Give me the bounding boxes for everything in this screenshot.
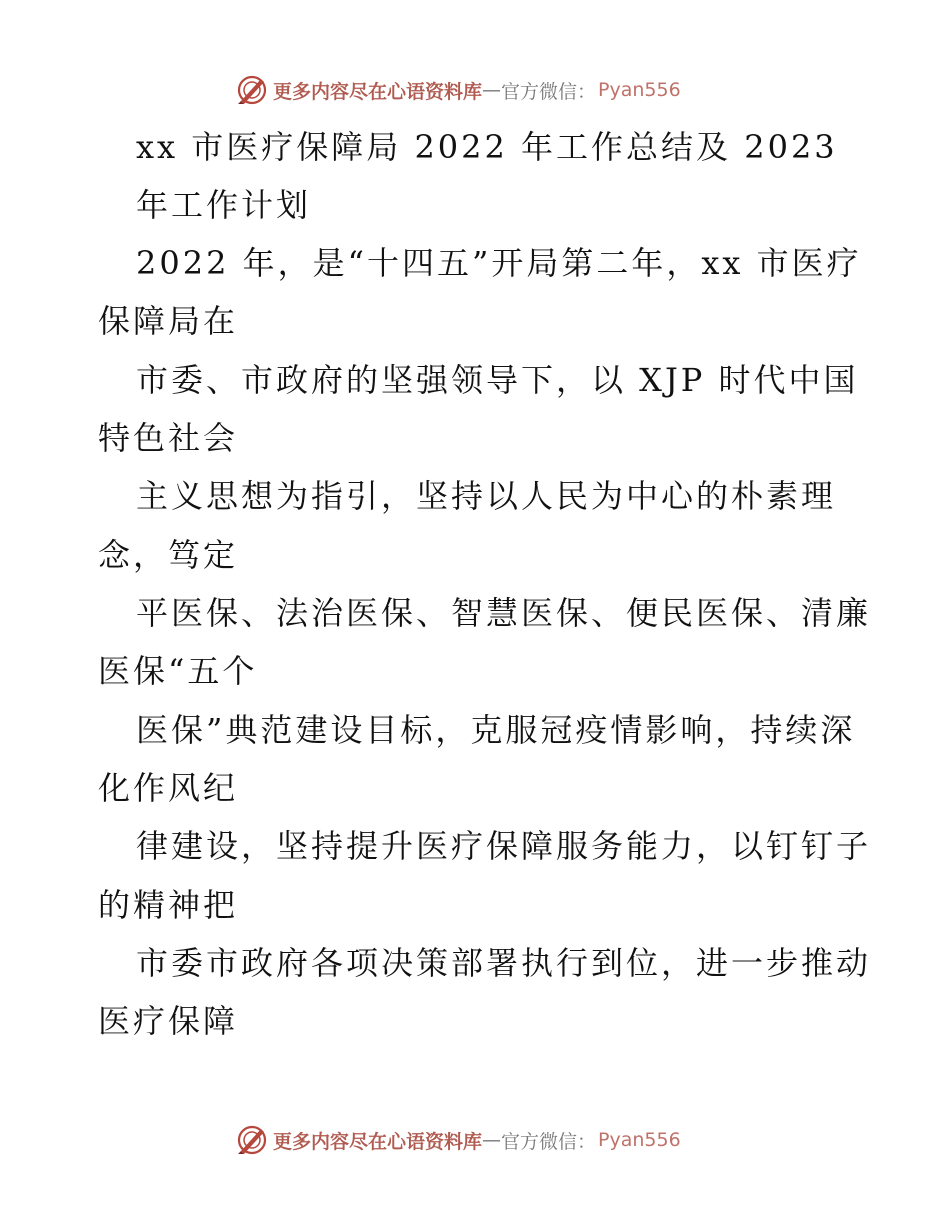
banner-dash: — [482, 1129, 502, 1151]
document-title-line-1: xx 市医疗保障局 2022 年工作总结及 2023 [136, 128, 838, 166]
paragraph-line: 主义思想为指引，坚持以人民为中心的朴素理 [136, 477, 837, 515]
paragraph-line: 律建设，坚持提升医疗保障服务能力，以钉钉子 [136, 827, 872, 865]
footer-watermark-banner [235, 1122, 681, 1158]
paragraph-line: 的精神把 [98, 886, 239, 924]
paragraph-line: 市委市政府各项决策部署执行到位，进一步推动 [136, 944, 872, 982]
paragraph-line: 市委、市政府的坚强领导下，以 XJP 时代中国 [136, 361, 859, 399]
paragraph-line: 2022 年，是“十四五”开局第二年，xx 市医疗 [136, 244, 862, 282]
header-watermark-banner [235, 72, 681, 108]
banner-slogan: 更多内容尽在心语资料库 [273, 80, 483, 103]
banner-account-label: 官方微信： [501, 80, 597, 103]
pen-logo-icon [235, 1123, 269, 1157]
banner-dash: — [482, 79, 502, 101]
banner-account-id: Pyan556 [598, 1129, 681, 1151]
paragraph-line: 平医保、法治医保、智慧医保、便民医保、清廉 [136, 594, 872, 632]
banner-slogan: 更多内容尽在心语资料库 [273, 1130, 483, 1153]
paragraph-line: 医保”典范建设目标，克服冠疫情影响，持续深 [136, 711, 856, 749]
pen-logo-icon [235, 73, 269, 107]
paragraph-line: 化作风纪 [98, 769, 239, 807]
paragraph-line: 特色社会 [98, 419, 239, 457]
banner-account-label: 官方微信： [501, 1130, 597, 1153]
banner-account-id: Pyan556 [598, 79, 681, 101]
document-title-line-2: 年工作计划 [136, 186, 312, 224]
paragraph-line: 保障局在 [98, 302, 239, 340]
paragraph-line: 医保“五个 [98, 652, 258, 690]
paragraph-line: 医疗保障 [98, 1002, 239, 1040]
paragraph-line: 念，笃定 [98, 536, 239, 574]
